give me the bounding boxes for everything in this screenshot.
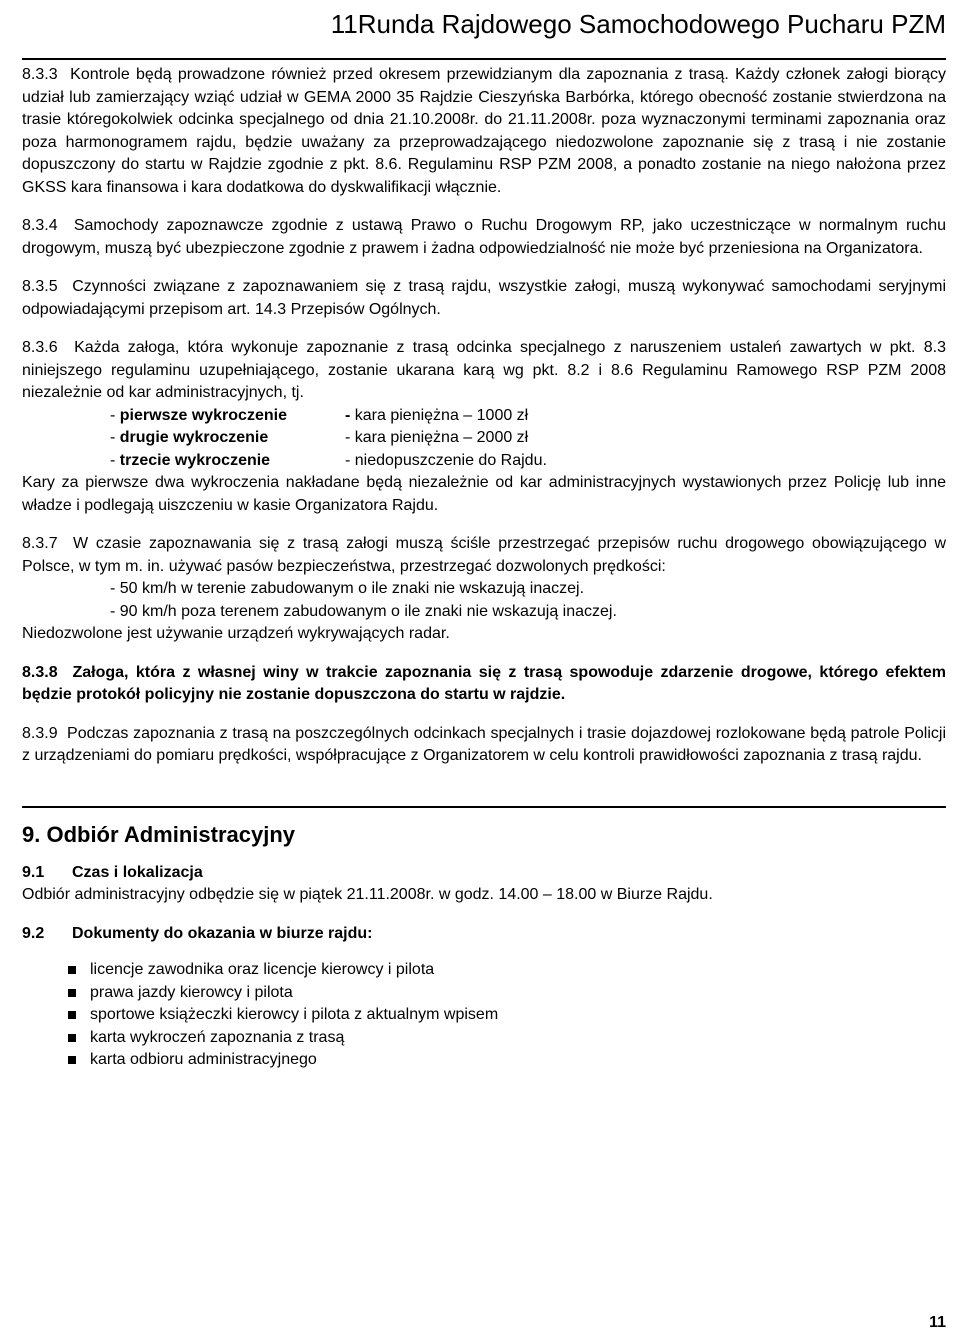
paragraph-number: 8.3.5 (22, 278, 58, 295)
penalty-value-prefix: - (345, 451, 355, 469)
list-item: karta wykroczeń zapoznania z trasą (68, 1027, 946, 1050)
page-header (22, 0, 946, 60)
paragraph-8-3-8 (22, 662, 946, 707)
list-item: karta odbioru administracyjnego (68, 1049, 946, 1072)
section-9 (22, 806, 946, 1072)
penalty-dash: - (110, 451, 120, 469)
subsection-title: Dokumenty do okazania w biurze rajdu: (72, 924, 373, 942)
subsection-text-9-1: Odbiór administracyjny odbędzie się w piątek 21.11.2008r. w godz. 14.00 – 18.00 w Biurze Rajdu. (22, 886, 713, 903)
page-number: 11 (929, 1314, 946, 1331)
document-body (22, 64, 946, 1072)
paragraph-8-3-3 (22, 64, 946, 199)
bullet-square-icon (68, 1011, 76, 1019)
paragraph-8-3-5 (22, 276, 946, 321)
paragraph-number: 8.3.6 (22, 339, 58, 356)
paragraph-text: Czynności związane z zapoznawaniem się z trasą rajdu, wszystkie załogi, muszą wykonywać samochodami seryjnymi odpowiadającymi przepisom art. 14.3 Przepisów Ogólnych. (22, 278, 947, 318)
penalty-value-prefix: - (345, 406, 355, 424)
paragraph-8-3-7 (22, 533, 946, 578)
paragraph-8-3-6-after: Kary za pierwsze dwa wykroczenia nakładane będą niezależnie od kar administracyjnych wystawionych przez Policję lub inne władze i podlegają uiszczeniu w kasie Organizatora Rajdu. (22, 474, 946, 514)
paragraph-8-3-7-after: Niedozwolone jest używanie urządzeń wykrywających radar. (22, 625, 450, 642)
penalty-value-prefix: - (345, 429, 355, 446)
bullet-square-icon (68, 1034, 76, 1042)
subsection-number: 9.1 (22, 863, 45, 881)
list-item: prawa jazdy kierowcy i pilota (68, 982, 946, 1005)
penalty-list (22, 405, 946, 473)
speed-limit-built-up: - 50 km/h w terenie zabudowanym o ile znaki nie wskazują inaczej. (110, 580, 585, 597)
documents-list (22, 959, 946, 1072)
subsection-number: 9.2 (22, 924, 45, 942)
list-item: licencje zawodnika oraz licencje kierowcy i pilota (68, 959, 946, 982)
bullet-square-icon (68, 989, 76, 997)
list-item: sportowe książeczki kierowcy i pilota z aktualnym wpisem (68, 1004, 946, 1027)
paragraph-text: Kontrole będą prowadzone również przed okresem przewidzianym dla zapoznania z trasą. Każdy członek załogi biorący udział lub zamierzający wziąć udział w GEMA 2000 35 Rajdzie Cieszyńska Barbórka, którego obecność zostanie stwierdzona na trasie któregokolwiek odcinka specjalnego od dnia 21.10.2008r. do 21.11.2008r. poza wyznaczonymi terminami zapoznania oraz poza harmonogramem rajdu, będzie uważany za przeprowadzającego niedozwolone zapoznanie się z trasą i nie zostanie dopuszczony do startu w Rajdzie zgodnie z pkt. 8.6. Regulaminu RSP PZM 2008, a ponadto zostanie na niego nałożona przez GKSS kara finansowa i kara dodatkowa do dyskwalifikacji włącznie. (22, 66, 947, 196)
paragraph-number: 8.3.9 (22, 724, 58, 742)
subsection-heading-9-1 (22, 862, 946, 885)
paragraph-number: 8.3.8 (22, 663, 58, 681)
header-title: 11Runda Rajdowego Samochodowego Pucharu PZM (330, 9, 946, 39)
penalty-label: drugie wykroczenie (119, 429, 269, 446)
subsection-heading-9-2 (22, 923, 946, 946)
penalty-row (22, 427, 946, 450)
penalty-value: kara pieniężna – 1000 zł (354, 406, 529, 424)
penalty-label: pierwsze wykroczenie (119, 406, 287, 424)
subsection-title: Czas i lokalizacja (72, 863, 203, 881)
penalty-value: niedopuszczenie do Rajdu. (354, 451, 547, 469)
paragraph-8-3-6 (22, 337, 946, 405)
penalty-row (22, 450, 946, 473)
paragraph-text: Załoga, która z własnej winy w trakcie zapoznania się z trasą spowoduje zdarzenie drogowe, którego efektem będzie protokół policyjny nie zostanie dopuszczona do startu w rajdzie. (22, 663, 947, 703)
paragraph-text: Samochody zapoznawcze zgodnie z ustawą Prawo o Ruchu Drogowym RP, jako uczestniczące w normalnym ruchu drogowym, muszą być ubezpieczone zgodnie z prawem i żadna odpowiedzialność nie może być przeniesiona na Organizatora. (22, 217, 946, 257)
section-heading: 9. Odbiór Administracyjny (22, 821, 296, 847)
penalty-dash: - (110, 406, 120, 424)
paragraph-number: 8.3.4 (22, 217, 58, 234)
paragraph-text: W czasie zapoznawania się z trasą załogi muszą ściśle przestrzegać przepisów ruchu drogowego obowiązującego w Polsce, w tym m. in. używać pasów bezpieczeństwa, przestrzegać dozwolonych prędkości: (22, 535, 946, 575)
bullet-square-icon (68, 966, 76, 974)
penalty-dash: - (110, 429, 120, 446)
paragraph-text: Każda załoga, która wykonuje zapoznanie z trasą odcinka specjalnego z naruszeniem ustaleń zawartych w pkt. 8.3 niniejszego regulaminu uzupełniającego, zostanie ukarana karą wg pkt. 8.2 i 8.6 Regulaminu Ramowego RSP PZM 2008 niezależnie od kar administracyjnych, tj. (22, 339, 947, 401)
bullet-square-icon (68, 1056, 76, 1064)
penalty-label: trzecie wykroczenie (119, 451, 271, 469)
speed-limit-outside: - 90 km/h poza terenem zabudowanym o ile znaki nie wskazują inaczej. (110, 602, 617, 620)
paragraph-8-3-9 (22, 723, 946, 768)
paragraph-number: 8.3.7 (22, 535, 58, 552)
penalty-row (22, 405, 946, 428)
penalty-value: kara pieniężna – 2000 zł (354, 429, 529, 446)
paragraph-text: Podczas zapoznania z trasą na poszczególnych odcinkach specjalnych i trasie dojazdowej rozlokowane będą patrole Policji z urządzeniami do pomiaru prędkości, współpracujące z Organizatorem w celu kontroli prawidłowości zapoznania z trasą rajdu. (22, 724, 947, 764)
paragraph-8-3-4 (22, 215, 946, 260)
paragraph-number: 8.3.3 (22, 66, 58, 83)
